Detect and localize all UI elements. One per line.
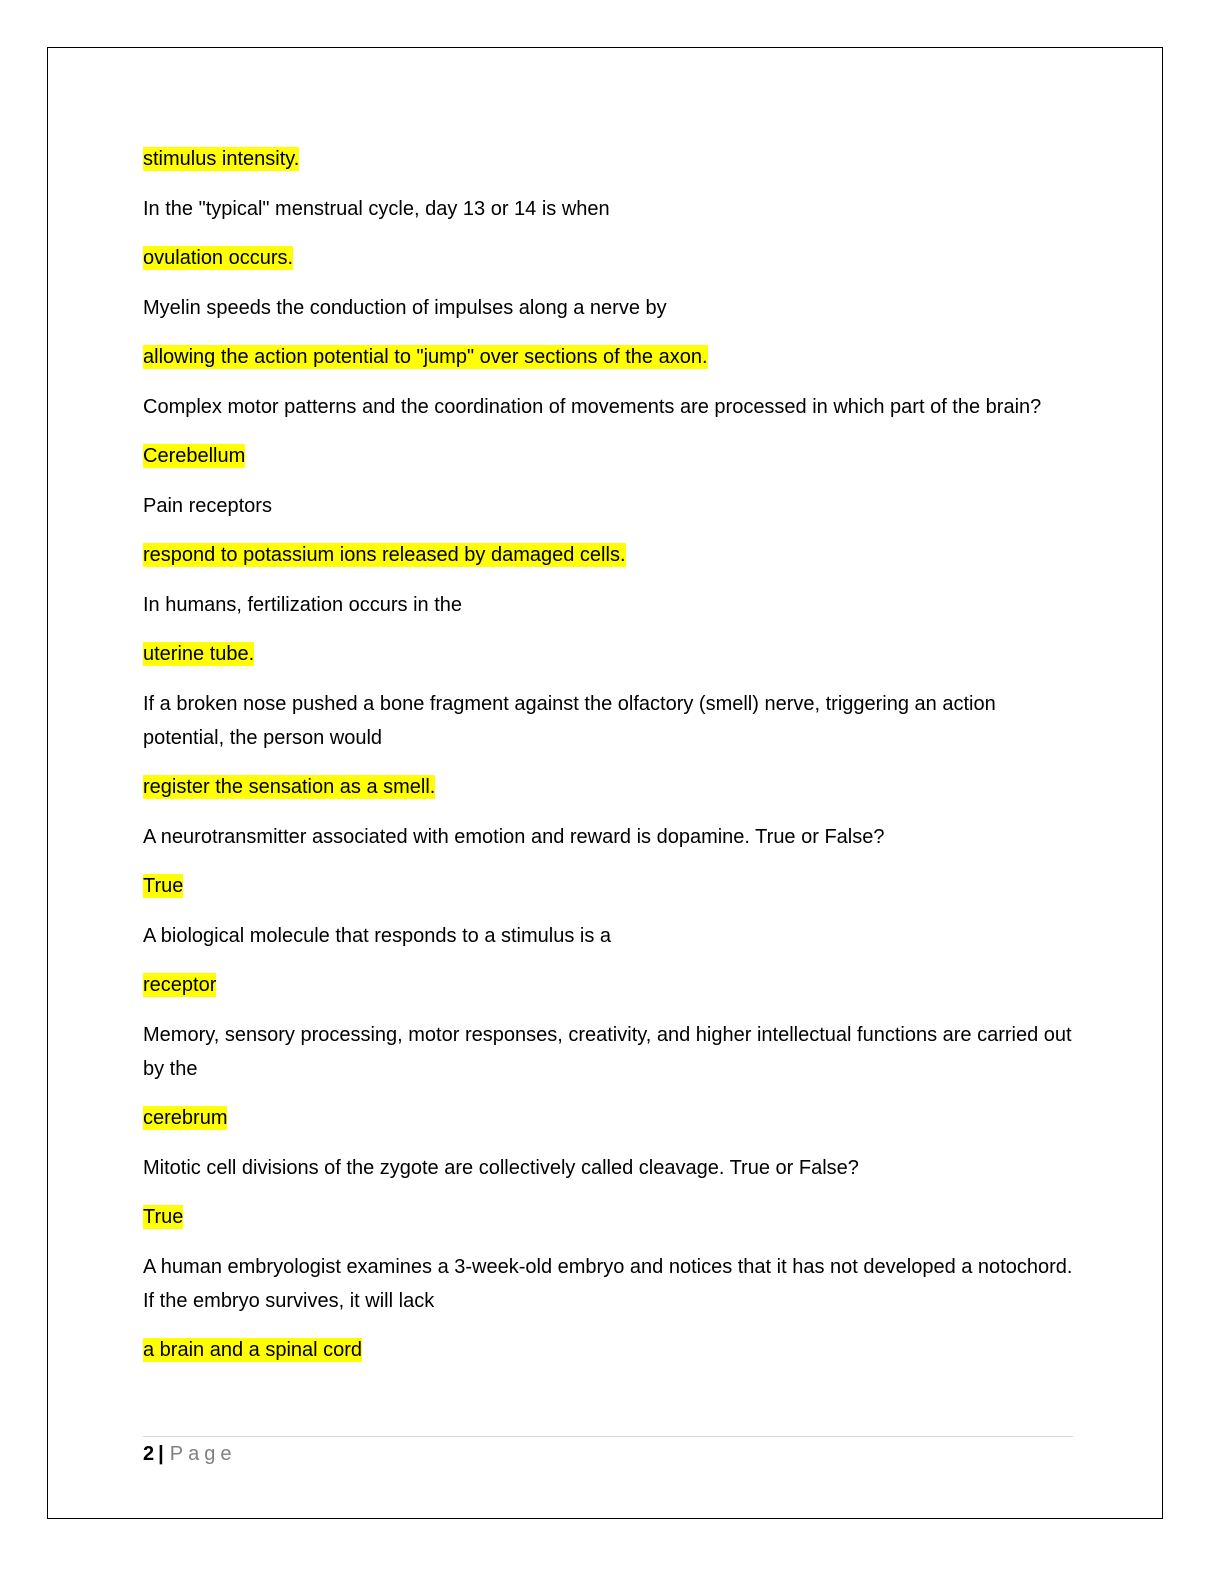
page-footer <box>143 1440 236 1468</box>
document-body <box>143 142 1073 1383</box>
answer-line: receptor <box>143 974 217 996</box>
page-label: Page <box>169 1443 237 1465</box>
question-line: A neurotransmitter associated with emotion and reward is dopamine. True or False? <box>143 825 885 848</box>
answer-line: respond to potassium ions released by damaged cells. <box>143 544 626 566</box>
answer-line: allowing the action potential to "jump" over sections of the axon. <box>143 346 708 368</box>
footer-separator: | <box>158 1443 164 1465</box>
answer-line: True <box>143 875 184 897</box>
question-line: In humans, fertilization occurs in the <box>143 593 463 616</box>
footer-divider <box>143 1436 1073 1437</box>
answer-line: stimulus intensity. <box>143 148 300 170</box>
question-line: Pain receptors <box>143 494 272 517</box>
answer-line: Cerebellum <box>143 445 246 467</box>
answer-line: register the sensation as a smell. <box>143 776 436 798</box>
question-line: Mitotic cell divisions of the zygote are collectively called cleavage. True or False? <box>143 1156 859 1179</box>
question-line: In the "typical" menstrual cycle, day 13 or 14 is when <box>143 197 610 220</box>
answer-line: uterine tube. <box>143 643 255 665</box>
answer-line: ovulation occurs. <box>143 247 294 269</box>
question-line: A biological molecule that responds to a stimulus is a <box>143 924 612 947</box>
answer-line: cerebrum <box>143 1107 228 1129</box>
question-line: Myelin speeds the conduction of impulses along a nerve by <box>143 296 667 319</box>
page-number: 2 <box>143 1443 155 1465</box>
question-line: Memory, sensory processing, motor responses, creativity, and higher intellectual functions are carried out by the <box>143 1023 1072 1080</box>
question-line: Complex motor patterns and the coordination of movements are processed in which part of the brain? <box>143 395 1042 418</box>
answer-line: a brain and a spinal cord <box>143 1339 363 1361</box>
question-line: A human embryologist examines a 3-week-old embryo and notices that it has not developed a notochord. If the embryo survives, it will lack <box>143 1255 1073 1312</box>
answer-line: True <box>143 1206 184 1228</box>
question-line: If a broken nose pushed a bone fragment against the olfactory (smell) nerve, triggering an action potential, the person would <box>143 692 996 749</box>
